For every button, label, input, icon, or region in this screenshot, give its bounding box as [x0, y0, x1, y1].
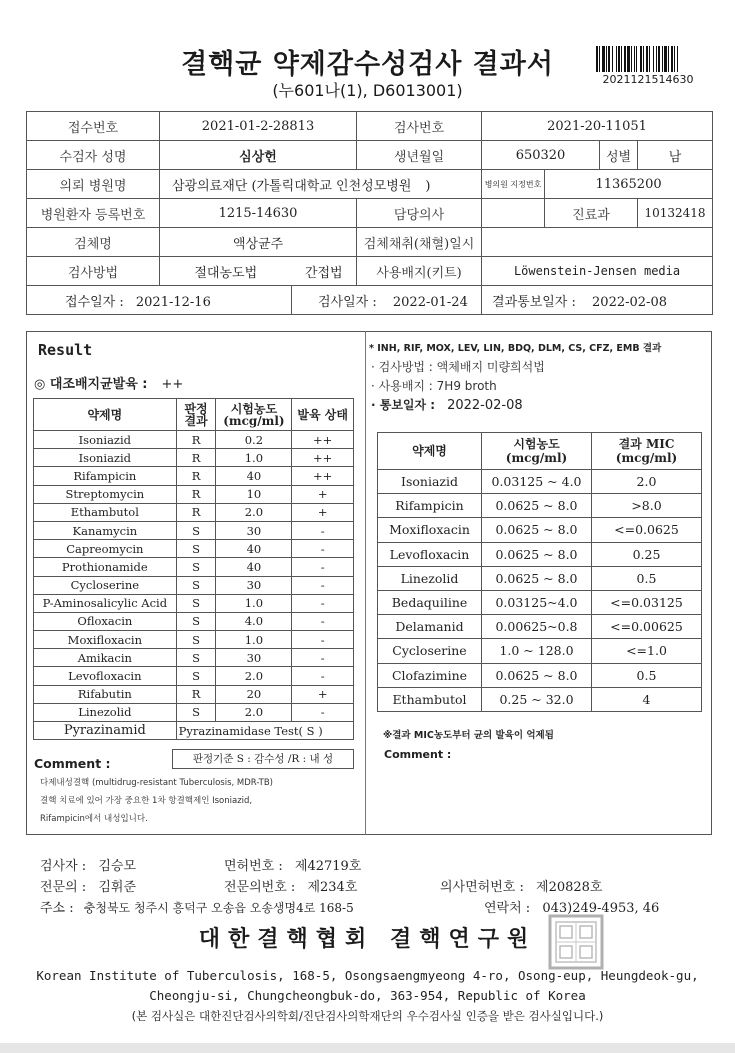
mic-row-drug: Linezolid — [378, 566, 482, 590]
examiner-name: 김승모 — [98, 859, 137, 874]
document-title: 결핵균 약제감수성검사 결과서 — [181, 49, 554, 80]
drug-row-growth: - — [292, 540, 354, 558]
panel-divider — [365, 331, 366, 835]
drug-row-drug: Ethambutol — [34, 503, 177, 521]
control-growth-value: ++ — [161, 377, 184, 392]
drug-row-result: R — [176, 485, 216, 503]
license-number: 제42719호 — [294, 859, 362, 874]
drug-row-growth: + — [292, 485, 354, 503]
patient-info-table — [26, 111, 713, 315]
drug-row — [34, 576, 354, 594]
mic-row-conc: 0.0625 ~ 8.0 — [482, 663, 592, 687]
drug-row-conc: 2.0 — [216, 703, 292, 721]
receipt-no-label: 접수번호 — [27, 112, 160, 141]
mic-conc-header: 시험농도 (mcg/ml) — [482, 433, 592, 470]
mic-method: · 검사방법 : 액체배지 미량희석법 — [371, 360, 545, 374]
medium-label: 사용배지(키트) — [357, 257, 482, 286]
organization-address-1: Korean Institute of Tuberculosis, 168-5, Osongsaengmyeong 4-ro, Osong-eup, Heungdeok-gu, — [36, 968, 699, 983]
drug-row-result: S — [176, 521, 216, 539]
mic-report-date: 2022-02-08 — [447, 398, 523, 413]
drug-row-conc: 2.0 — [216, 667, 292, 685]
drug-row-growth: + — [292, 685, 354, 703]
drug-row-drug: Levofloxacin — [34, 667, 177, 685]
address-label: 주소 : — [40, 901, 74, 916]
drug-row-result: R — [176, 685, 216, 703]
license-line — [224, 855, 361, 874]
mic-header-line: * INH, RIF, MOX, LEV, LIN, BDQ, DLM, CS, CFZ, EMB 결과 — [369, 343, 662, 354]
specialist-no-label: 전문의번호 : — [224, 880, 296, 895]
sex-label: 성별 — [600, 141, 638, 170]
control-growth-label: ◎ 대조배지균발육 : — [34, 377, 148, 392]
drug-row — [34, 449, 354, 467]
mic-report-label: · 통보일자 : — [371, 398, 436, 412]
mic-row-drug: Clofazimine — [378, 663, 482, 687]
drug-row — [34, 594, 354, 612]
specialist-line — [40, 876, 136, 895]
drug-row-drug: Capreomycin — [34, 540, 177, 558]
specialist-label: 전문의 : — [40, 880, 87, 895]
mic-row — [378, 542, 702, 566]
drug-row-growth: - — [292, 521, 354, 539]
reg-no: 1215-14630 — [160, 199, 357, 228]
drug-row-result: S — [176, 649, 216, 667]
mic-row-mic: 0.5 — [592, 663, 702, 687]
mic-row-drug: Bedaquiline — [378, 590, 482, 614]
test-no: 2021-20-11051 — [482, 112, 713, 141]
mic-row — [378, 590, 702, 614]
drug-row-growth: - — [292, 594, 354, 612]
mic-note: ※결과 MIC농도부터 균의 발육이 억제됨 — [383, 730, 554, 741]
mic-row-drug: Rifampicin — [378, 494, 482, 518]
hospital-label: 의뢰 병원명 — [27, 170, 160, 199]
drug-row-result: S — [176, 703, 216, 721]
mic-row-conc: 0.00625~0.8 — [482, 615, 592, 639]
doctor-name — [482, 199, 545, 228]
drug-row-drug: Moxifloxacin — [34, 631, 177, 649]
mic-report-date-line — [371, 396, 523, 413]
drug-row — [34, 558, 354, 576]
mic-row — [378, 494, 702, 518]
mic-row-mic: >8.0 — [592, 494, 702, 518]
conc-header: 시험농도 (mcg/ml) — [216, 399, 292, 431]
mic-row-drug: Isoniazid — [378, 470, 482, 494]
drug-row — [34, 485, 354, 503]
received-date: 2021-12-16 — [135, 294, 211, 310]
mic-row-conc: 1.0 ~ 128.0 — [482, 639, 592, 663]
drug-row-conc: 30 — [216, 649, 292, 667]
examiner-line — [40, 855, 136, 874]
mic-row-mic: 0.5 — [592, 566, 702, 590]
drug-row-drug: Linezolid — [34, 703, 177, 721]
drug-row — [34, 667, 354, 685]
address: 충청북도 청주시 흥덕구 오송읍 오송생명4로 168-5 — [83, 901, 354, 915]
license-label: 면허번호 : — [224, 859, 283, 874]
drug-row-growth: - — [292, 703, 354, 721]
drug-row-drug: Isoniazid — [34, 431, 177, 449]
comment-text — [40, 774, 360, 828]
drug-row-conc: 1.0 — [216, 594, 292, 612]
reported-label: 결과통보일자 : — [492, 294, 576, 310]
mic-row-drug: Levofloxacin — [378, 542, 482, 566]
comment-label-left: Comment : — [34, 756, 111, 771]
mic-row — [378, 566, 702, 590]
doctor-license-line — [440, 876, 603, 895]
test-no-label: 검사번호 — [357, 112, 482, 141]
drug-row — [34, 612, 354, 630]
drug-row-result: S — [176, 540, 216, 558]
mic-row-drug: Moxifloxacin — [378, 518, 482, 542]
result-title: Result — [38, 341, 93, 359]
hospital-code: 11365200 — [545, 170, 713, 199]
received-label: 접수일자 : — [65, 294, 124, 310]
growth-header: 발육 상태 — [292, 399, 354, 431]
doctor-license: 제20828호 — [536, 880, 603, 895]
official-seal-icon — [547, 913, 605, 971]
drug-row-conc: 40 — [216, 558, 292, 576]
mic-row-mic: <=0.0625 — [592, 518, 702, 542]
drug-row — [34, 503, 354, 521]
drug-row-drug: Cycloserine — [34, 576, 177, 594]
pyrazinamid-test: Pyrazinamidase Test( S ) — [176, 722, 353, 740]
mic-row-mic: 4 — [592, 687, 702, 711]
dept-label: 진료과 — [545, 199, 638, 228]
drug-row-growth: ++ — [292, 431, 354, 449]
drug-row-conc: 20 — [216, 685, 292, 703]
drug-row-drug: Isoniazid — [34, 449, 177, 467]
hospital-name-text: 삼광의료재단 (가톨릭대학교 인천성모병원 — [172, 178, 412, 194]
mic-row-drug: Ethambutol — [378, 687, 482, 711]
address-line — [40, 897, 354, 916]
drug-susceptibility-table — [33, 398, 354, 740]
reported-date: 2022-02-08 — [592, 294, 667, 310]
drug-row-drug: Prothionamide — [34, 558, 177, 576]
patient-name: 심상헌 — [160, 141, 357, 170]
doctor-license-label: 의사면허번호 : — [440, 880, 524, 895]
birth-date: 650320 — [482, 141, 600, 170]
drug-row-growth: - — [292, 612, 354, 630]
document-subtitle: (누601나(1), D6013001) — [272, 81, 463, 100]
drug-row-conc: 2.0 — [216, 503, 292, 521]
specialist-no-line — [224, 876, 357, 895]
drug-row-result: R — [176, 449, 216, 467]
doctor-label: 담당의사 — [357, 199, 482, 228]
criteria-legend: 판정기준 S : 감수성 /R : 내 성 — [172, 749, 354, 769]
drug-row — [34, 467, 354, 485]
mic-row — [378, 470, 702, 494]
receipt-no: 2021-01-2-28813 — [160, 112, 357, 141]
drug-row-conc: 4.0 — [216, 612, 292, 630]
judgement-header: 판정 결과 — [176, 399, 216, 431]
comment-line: 다제내성결핵 (multidrug-resistant Tuberculosis, MDR-TB) — [40, 778, 274, 788]
drug-row-conc: 30 — [216, 521, 292, 539]
drug-row-growth: - — [292, 558, 354, 576]
method-indirect: 간접법 — [292, 257, 357, 286]
mic-row — [378, 518, 702, 542]
pyrazinamid-drug: Pyrazinamid — [34, 722, 177, 740]
drug-row-conc: 40 — [216, 540, 292, 558]
specialist-no: 제234호 — [307, 880, 358, 895]
mic-row-drug: Delamanid — [378, 615, 482, 639]
drug-row-result: S — [176, 612, 216, 630]
examiner-label: 검사자 : — [40, 859, 87, 874]
drug-row-result: S — [176, 594, 216, 612]
drug-row-conc: 1.0 — [216, 631, 292, 649]
mic-row-drug: Cycloserine — [378, 639, 482, 663]
comment-label-right: Comment : — [384, 748, 452, 761]
contact-label: 연락처 : — [484, 901, 531, 916]
drug-row — [34, 521, 354, 539]
mic-row-conc: 0.0625 ~ 8.0 — [482, 518, 592, 542]
mic-row-mic: 2.0 — [592, 470, 702, 494]
reg-no-label: 병원환자 등록번호 — [27, 199, 160, 228]
drug-row-drug: Rifampicin — [34, 467, 177, 485]
method-absolute: 절대농도법 — [160, 257, 292, 286]
drug-row-growth: - — [292, 631, 354, 649]
mic-table — [377, 432, 702, 712]
drug-row-conc: 30 — [216, 576, 292, 594]
barcode-number: 2021121514630 — [602, 73, 694, 86]
drug-row-result: R — [176, 467, 216, 485]
patient-name-label: 수검자 성명 — [27, 141, 160, 170]
mic-row-mic: <=1.0 — [592, 639, 702, 663]
mic-medium: · 사용배지 : 7H9 broth — [371, 379, 497, 393]
mic-row-conc: 0.25 ~ 32.0 — [482, 687, 592, 711]
barcode — [596, 46, 700, 72]
drug-row-growth: ++ — [292, 449, 354, 467]
drug-header: 약제명 — [34, 399, 177, 431]
mic-row-conc: 0.03125 ~ 4.0 — [482, 470, 592, 494]
sex-value: 남 — [638, 141, 713, 170]
reported-date-cell — [482, 286, 713, 315]
drug-row-growth: ++ — [292, 467, 354, 485]
drug-row — [34, 631, 354, 649]
drug-row-result: S — [176, 667, 216, 685]
contact: 043)249-4953, 46 — [542, 901, 660, 916]
drug-row — [34, 649, 354, 667]
mic-row — [378, 639, 702, 663]
drug-row-conc: 10 — [216, 485, 292, 503]
drug-row-result: R — [176, 503, 216, 521]
hospital-name — [160, 170, 482, 199]
mic-row — [378, 687, 702, 711]
drug-row-result: S — [176, 631, 216, 649]
drug-row-conc: 0.2 — [216, 431, 292, 449]
drug-row-growth: - — [292, 649, 354, 667]
hospital-code-label: 병의원 지정번호 — [482, 170, 545, 199]
collect-date-label: 검체채취(채혈)일시 — [357, 228, 482, 257]
mic-row-conc: 0.0625 ~ 8.0 — [482, 542, 592, 566]
mic-row-conc: 0.0625 ~ 8.0 — [482, 494, 592, 518]
drug-row-drug: Ofloxacin — [34, 612, 177, 630]
drug-row-conc: 1.0 — [216, 449, 292, 467]
organization-name-korean: 대한결핵협회 결핵연구원 — [198, 927, 537, 952]
mic-row-conc: 0.03125~4.0 — [482, 590, 592, 614]
mic-row-mic: 0.25 — [592, 542, 702, 566]
drug-row-growth: - — [292, 576, 354, 594]
mic-row — [378, 663, 702, 687]
drug-row-result: R — [176, 431, 216, 449]
certification-note: (본 검사실은 대한진단검사의학회/진단검사의학재단의 우수검사실 인증을 받은 검사실입니다.) — [131, 1009, 604, 1023]
mic-row-mic: <=0.03125 — [592, 590, 702, 614]
drug-row-drug: Amikacin — [34, 649, 177, 667]
drug-row-growth: + — [292, 503, 354, 521]
bottom-bar — [0, 1043, 735, 1053]
comment-line: Rifampicin에서 내성입니다. — [40, 814, 148, 824]
drug-row — [34, 540, 354, 558]
mic-row — [378, 615, 702, 639]
tested-date-cell — [292, 286, 482, 315]
collect-date — [482, 228, 713, 257]
received-date-cell — [27, 286, 292, 315]
mic-drug-header: 약제명 — [378, 433, 482, 470]
comment-line: 결핵 치료에 있어 가장 중요한 1차 항결핵제인 Isoniazid, — [40, 796, 253, 806]
medium-value: Löwenstein-Jensen media — [482, 257, 713, 286]
dept-value: 10132418 — [638, 199, 713, 228]
drug-row — [34, 431, 354, 449]
specialist-name: 김휘준 — [98, 880, 137, 895]
specimen-value: 액상균주 — [160, 228, 357, 257]
control-growth — [34, 373, 183, 392]
mic-result-header: 결과 MIC (mcg/ml) — [592, 433, 702, 470]
drug-row-growth: - — [292, 667, 354, 685]
specimen-label: 검체명 — [27, 228, 160, 257]
drug-row — [34, 703, 354, 721]
tested-date: 2022-01-24 — [392, 294, 468, 310]
hospital-close: ) — [425, 178, 431, 194]
drug-row-drug: Kanamycin — [34, 521, 177, 539]
drug-row-drug: Rifabutin — [34, 685, 177, 703]
method-label: 검사방법 — [27, 257, 160, 286]
mic-row-mic: <=0.00625 — [592, 615, 702, 639]
mic-row-conc: 0.0625 ~ 8.0 — [482, 566, 592, 590]
drug-row-result: S — [176, 558, 216, 576]
drug-row-conc: 40 — [216, 467, 292, 485]
drug-row-result: S — [176, 576, 216, 594]
drug-row-drug: Streptomycin — [34, 485, 177, 503]
drug-row-drug: P-Aminosalicylic Acid — [34, 594, 177, 612]
tested-label: 검사일자 : — [318, 294, 377, 310]
drug-row — [34, 685, 354, 703]
birth-label: 생년월일 — [357, 141, 482, 170]
organization-address-2: Cheongju-si, Chungcheongbuk-do, 363-954, Republic of Korea — [149, 988, 586, 1003]
